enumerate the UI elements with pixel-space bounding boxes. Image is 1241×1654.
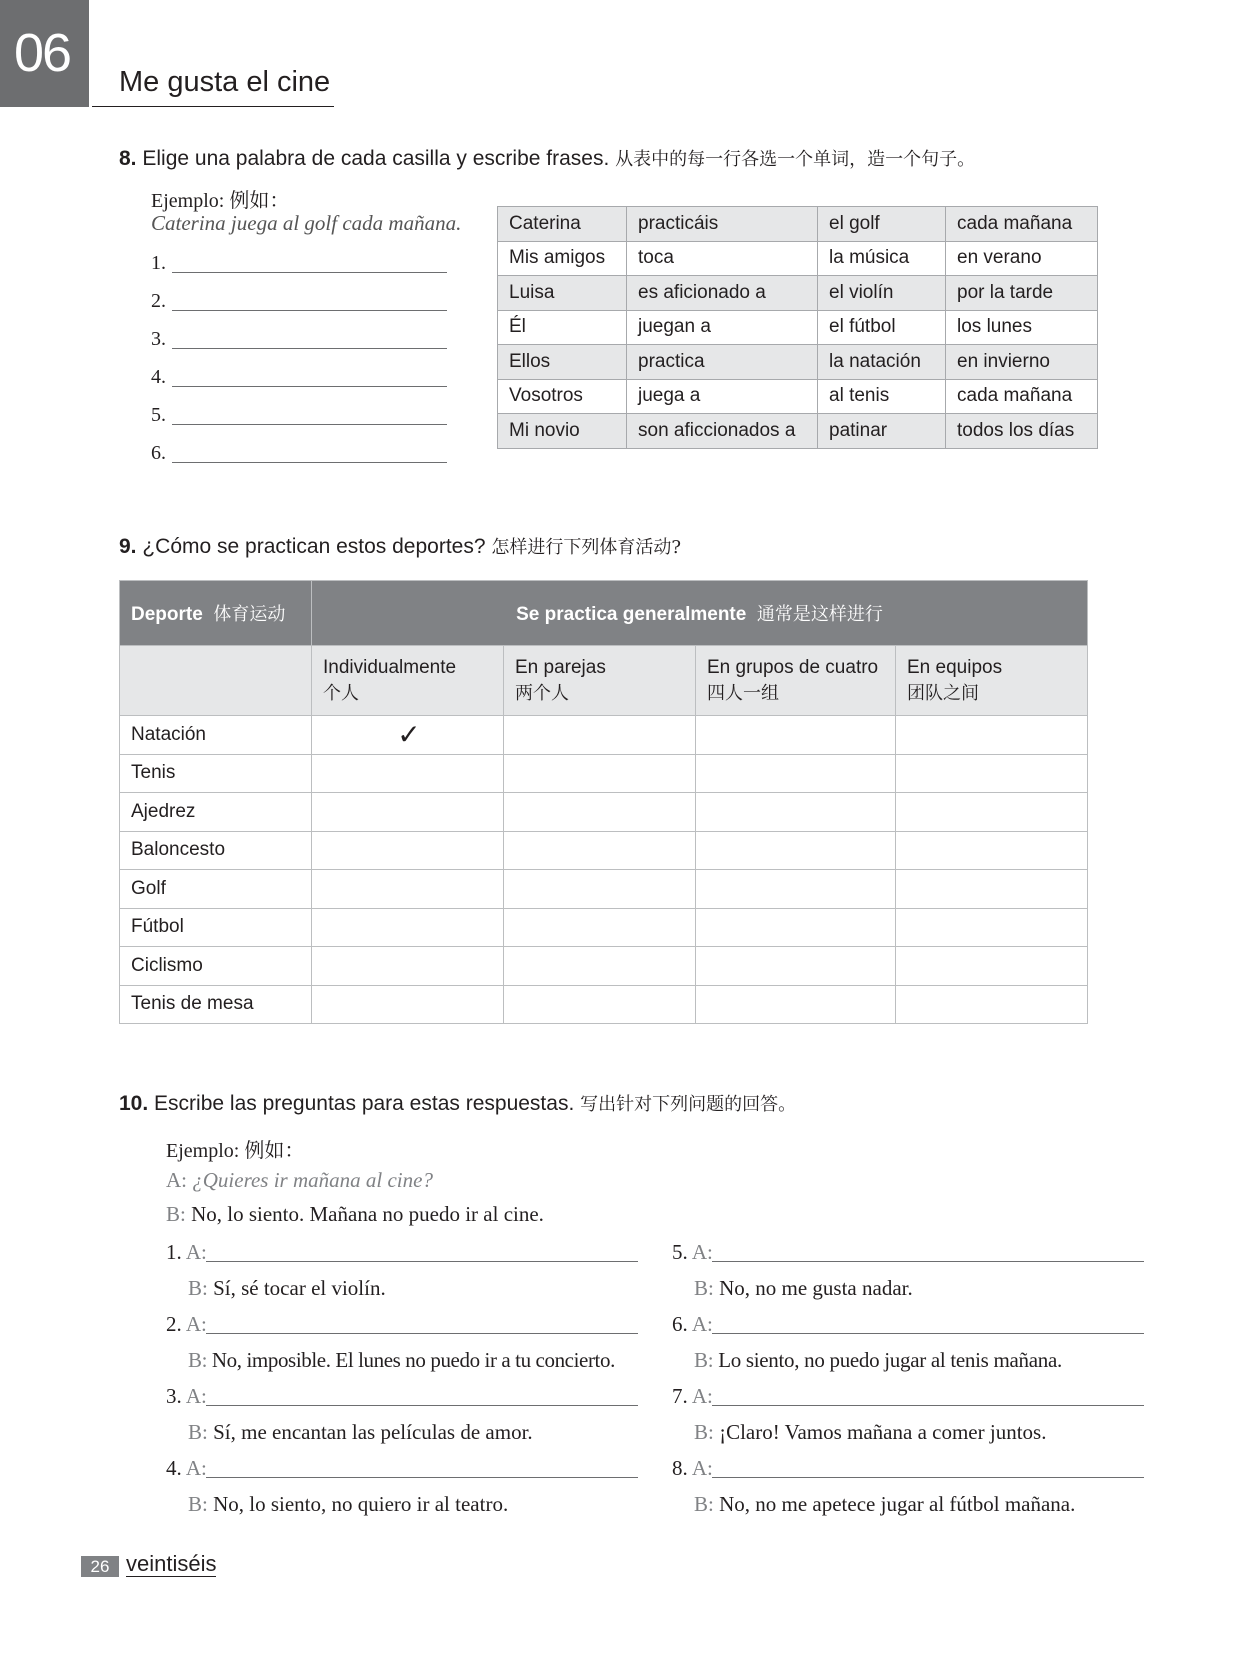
answer-2: B: No, imposible. El lunes no puedo ir a tu concierto.	[188, 1348, 615, 1372]
exercise-9-number: 9.	[119, 535, 137, 558]
answer-line-6[interactable]: 6.	[151, 442, 447, 465]
table-cell: Vosotros	[498, 379, 627, 414]
table-row	[498, 207, 1098, 242]
table-cell: cada mañana	[946, 207, 1098, 242]
table-cell: por la tarde	[946, 276, 1098, 311]
table-cell: Él	[498, 310, 627, 345]
table-row	[120, 947, 1088, 986]
answer-cell[interactable]	[504, 754, 696, 793]
answer-cell[interactable]	[504, 947, 696, 986]
answer-8: B: No, no me apetece jugar al fútbol mañana.	[694, 1492, 1076, 1516]
page-number: 26	[81, 1556, 119, 1577]
table-cell: los lunes	[946, 310, 1098, 345]
answer-cell[interactable]	[896, 947, 1088, 986]
table-row	[498, 310, 1098, 345]
column-teams: En equipos 团队之间	[896, 646, 1088, 716]
table-cell: cada mañana	[946, 379, 1098, 414]
table-header-row	[120, 581, 1088, 646]
example-answer: B: No, lo siento. Mañana no puedo ir al cine.	[166, 1202, 544, 1226]
table-cell: la natación	[818, 345, 946, 380]
check-mark-icon: ✓	[397, 719, 421, 751]
table-cell: al tenis	[818, 379, 946, 414]
answer-cell[interactable]	[896, 831, 1088, 870]
question-line-2[interactable]: 2. A:	[166, 1312, 638, 1337]
question-line-4[interactable]: 4. A:	[166, 1456, 638, 1481]
table-row	[120, 908, 1088, 947]
answer-line-4[interactable]: 4.	[151, 366, 447, 389]
sport-name: Ajedrez	[120, 793, 312, 832]
table-cell: en invierno	[946, 345, 1098, 380]
table-cell: Luisa	[498, 276, 627, 311]
table-cell: juega a	[627, 379, 818, 414]
sport-name: Tenis	[120, 754, 312, 793]
answer-line-5[interactable]: 5.	[151, 404, 447, 427]
table-cell: todos los días	[946, 414, 1098, 449]
word-choice-table	[497, 206, 1098, 449]
table-row	[120, 716, 1088, 755]
answer-cell[interactable]	[696, 716, 896, 755]
question-line-7[interactable]: 7. A:	[672, 1384, 1144, 1409]
answer-cell[interactable]	[896, 716, 1088, 755]
answer-3: B: Sí, me encantan las películas de amor.	[188, 1420, 533, 1444]
answer-cell[interactable]	[696, 985, 896, 1024]
table-row	[120, 754, 1088, 793]
table-cell: toca	[627, 241, 818, 276]
column-groups-of-four: En grupos de cuatro 四人一组	[696, 646, 896, 716]
answer-cell[interactable]	[504, 716, 696, 755]
exercise-8-number: 8.	[119, 147, 137, 170]
sport-name: Baloncesto	[120, 831, 312, 870]
exercise-10-instruction: Escribe las preguntas para estas respuestas.	[154, 1092, 575, 1115]
answer-5: B: No, no me gusta nadar.	[694, 1276, 913, 1300]
question-line-1[interactable]: 1. A:	[166, 1240, 638, 1265]
exercise-10-title	[119, 1090, 796, 1116]
answer-cell[interactable]	[312, 947, 504, 986]
sport-name: Fútbol	[120, 908, 312, 947]
table-cell: en verano	[946, 241, 1098, 276]
table-subheader-row	[120, 646, 1088, 716]
answer-cell[interactable]	[312, 716, 504, 755]
table-cell: es aficionado a	[627, 276, 818, 311]
question-line-6[interactable]: 6. A:	[672, 1312, 1144, 1337]
answer-cell[interactable]	[312, 793, 504, 832]
answer-cell[interactable]	[312, 870, 504, 909]
table-cell: son aficcionados a	[627, 414, 818, 449]
sport-name: Ciclismo	[120, 947, 312, 986]
answer-cell[interactable]	[312, 754, 504, 793]
answer-line-1[interactable]: 1.	[151, 252, 447, 275]
table-cell: el violín	[818, 276, 946, 311]
table-cell: patinar	[818, 414, 946, 449]
exercise-8-example-sentence: Caterina juega al golf cada mañana.	[151, 211, 462, 235]
table-cell: practica	[627, 345, 818, 380]
exercise-8-instruction: Elige una palabra de cada casilla y escribe frases.	[142, 147, 610, 170]
table-row	[498, 345, 1098, 380]
exercise-9-title	[119, 533, 681, 559]
table-row	[120, 793, 1088, 832]
header-sport: Deporte 体育运动	[120, 581, 312, 646]
chapter-badge	[0, 0, 89, 107]
table-row	[498, 276, 1098, 311]
answer-cell[interactable]	[896, 870, 1088, 909]
answer-1: B: Sí, sé tocar el violín.	[188, 1276, 386, 1300]
table-cell: Caterina	[498, 207, 627, 242]
exercise-10-instruction-zh: 写出针对下列问题的回答。	[580, 1094, 797, 1115]
exercise-8-title	[119, 145, 975, 171]
chapter-title-underline	[92, 106, 334, 107]
chapter-title: Me gusta el cine	[119, 66, 331, 98]
answer-7: B: ¡Claro! Vamos mañana a comer juntos.	[694, 1420, 1047, 1444]
answer-cell[interactable]	[312, 908, 504, 947]
exercise-10-example-label: Ejemplo: 例如：	[166, 1140, 305, 1162]
column-pairs: En parejas 两个人	[504, 646, 696, 716]
answer-cell[interactable]	[696, 870, 896, 909]
table-row	[120, 831, 1088, 870]
answer-cell[interactable]	[696, 947, 896, 986]
answer-cell[interactable]	[896, 754, 1088, 793]
answer-cell[interactable]	[896, 985, 1088, 1024]
table-cell: Ellos	[498, 345, 627, 380]
sport-name: Natación	[120, 716, 312, 755]
answer-cell[interactable]	[896, 908, 1088, 947]
exercise-8-example-label: Ejemplo: 例如：	[151, 190, 290, 212]
question-line-8[interactable]: 8. A:	[672, 1456, 1144, 1481]
table-row	[498, 379, 1098, 414]
question-line-3[interactable]: 3. A:	[166, 1384, 638, 1409]
question-line-5[interactable]: 5. A:	[672, 1240, 1144, 1265]
answer-cell[interactable]	[504, 870, 696, 909]
exercise-10-number: 10.	[119, 1092, 149, 1115]
page-number-word: veintiséis	[126, 1551, 217, 1576]
example-question: A: ¿Quieres ir mañana al cine?	[166, 1168, 433, 1192]
table-cell: la música	[818, 241, 946, 276]
table-cell: juegan a	[627, 310, 818, 345]
answer-cell[interactable]	[696, 793, 896, 832]
answer-cell[interactable]	[696, 754, 896, 793]
sports-practice-table	[119, 580, 1088, 1024]
answer-cell[interactable]	[504, 985, 696, 1024]
table-row	[120, 870, 1088, 909]
column-individually: Individualmente 个人	[312, 646, 504, 716]
answer-cell[interactable]	[504, 793, 696, 832]
answer-line-2[interactable]: 2.	[151, 290, 447, 313]
answer-cell[interactable]	[696, 831, 896, 870]
table-cell: el golf	[818, 207, 946, 242]
table-row	[498, 241, 1098, 276]
sport-name: Golf	[120, 870, 312, 909]
table-row	[498, 414, 1098, 449]
answer-cell[interactable]	[896, 793, 1088, 832]
table-row	[120, 985, 1088, 1024]
table-cell: Mis amigos	[498, 241, 627, 276]
answer-cell[interactable]	[504, 908, 696, 947]
table-cell: el fútbol	[818, 310, 946, 345]
exercise-9-instruction-zh: 怎样进行下列体育活动?	[491, 537, 682, 558]
answer-6: B: Lo siento, no puedo jugar al tenis mañana.	[694, 1348, 1062, 1372]
exercise-8-instruction-zh: 从表中的每一行各选一个单词，造一个句子。	[615, 149, 976, 170]
answer-cell[interactable]	[312, 831, 504, 870]
table-cell: Mi novio	[498, 414, 627, 449]
exercise-9-instruction: ¿Cómo se practican estos deportes?	[142, 535, 486, 558]
answer-4: B: No, lo siento, no quiero ir al teatro.	[188, 1492, 509, 1516]
answer-cell[interactable]	[504, 831, 696, 870]
answer-line-3[interactable]: 3.	[151, 328, 447, 351]
chapter-number: 06	[14, 23, 71, 83]
answer-cell[interactable]	[312, 985, 504, 1024]
subheader-empty	[120, 646, 312, 716]
answer-cell[interactable]	[696, 908, 896, 947]
header-practice: Se practica generalmente 通常是这样进行	[312, 581, 1088, 646]
table-cell: practicáis	[627, 207, 818, 242]
sport-name: Tenis de mesa	[120, 985, 312, 1024]
